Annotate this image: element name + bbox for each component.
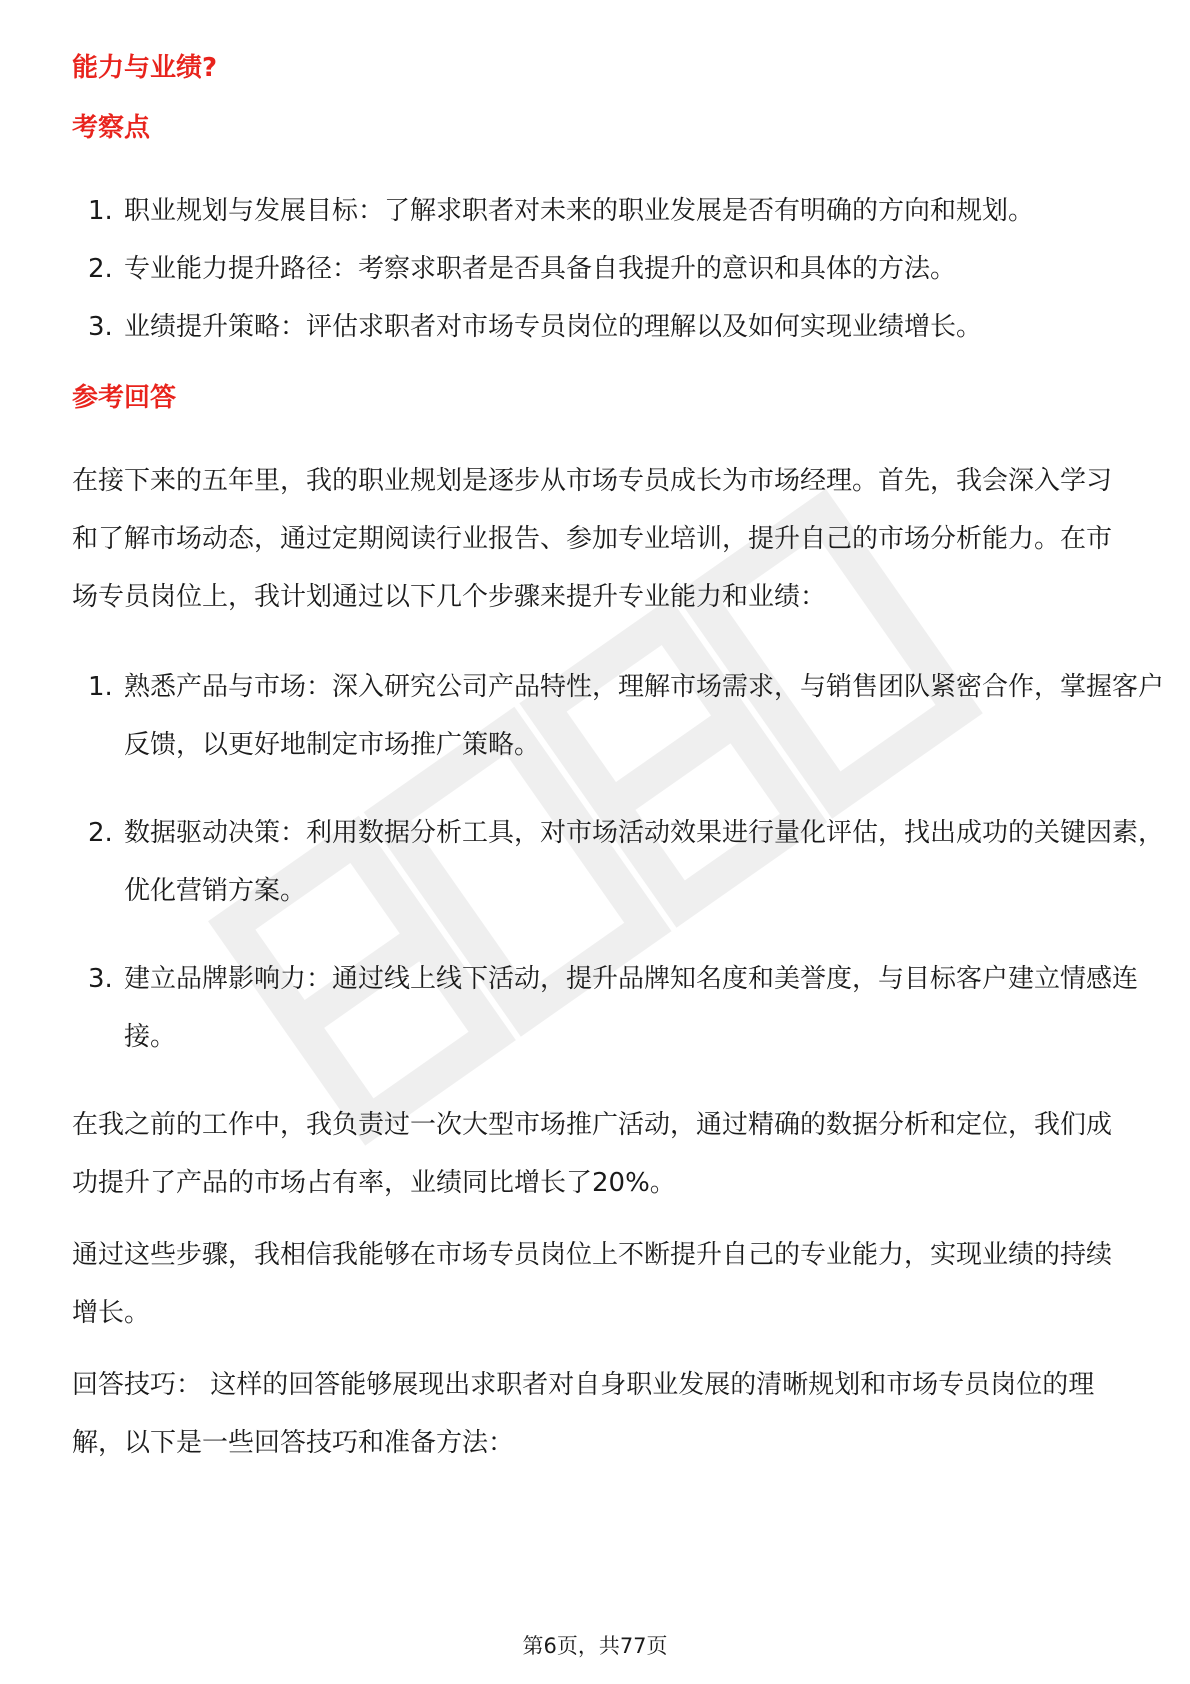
- list-item-number: 2.: [88, 818, 113, 848]
- list-item-number: 1.: [88, 672, 113, 702]
- list-item: [72, 240, 1164, 298]
- list-item-text: 熟悉产品与市场：深入研究公司产品特性，理解市场需求，与销售团队紧密合作，掌握客户反馈，以更好地制定市场推广策略。: [124, 672, 1165, 760]
- list-item: [72, 804, 1164, 920]
- list-item-text: 建立品牌影响力：通过线上线下活动，提升品牌知名度和美誉度，与目标客户建立情感连接。: [124, 964, 1139, 1052]
- list-item-text: 数据驱动决策：利用数据分析工具，对市场活动效果进行量化评估，找出成功的关键因素，优化营销方案。: [124, 818, 1165, 906]
- list-item-text: 业绩提升策略：评估求职者对市场专员岗位的理解以及如何实现业绩增长。: [124, 312, 983, 342]
- section-heading-answer: 参考回答: [72, 383, 177, 413]
- page-title: 能力与业绩?: [72, 53, 218, 83]
- answer-intro: 在接下来的五年里，我的职业规划是逐步从市场专员成长为市场经理。首先，我会深入学习和了解市场动态，通过定期阅读行业报告、参加专业培训，提升自己的市场分析能力。在市场专员岗位上，我计划通过以下几个步骤来提升专业能力和业绩：: [72, 466, 1113, 612]
- points-list: [72, 182, 1122, 356]
- page-number: 第6页，共77页: [522, 1634, 668, 1658]
- list-item-number: 1.: [88, 196, 113, 226]
- list-item-number: 2.: [88, 254, 113, 284]
- section-heading-points: 考察点: [72, 113, 151, 143]
- conclusion-paragraph: 通过这些步骤，我相信我能够在市场专员岗位上不断提升自己的专业能力，实现业绩的持续增长。: [72, 1240, 1113, 1328]
- list-item: [72, 298, 1164, 356]
- list-item-text: 职业规划与发展目标：了解求职者对未来的职业发展是否有明确的方向和规划。: [124, 196, 1035, 226]
- list-item: [72, 658, 1164, 774]
- list-item-text: 专业能力提升路径：考察求职者是否具备自我提升的意识和具体的方法。: [124, 254, 957, 284]
- list-item-number: 3.: [88, 312, 113, 342]
- experience-paragraph: 在我之前的工作中，我负责过一次大型市场推广活动，通过精确的数据分析和定位，我们成功提升了产品的市场占有率，业绩同比增长了20%。: [72, 1110, 1113, 1198]
- list-item: [72, 182, 1164, 240]
- page-content: [72, 48, 1165, 1472]
- tips-paragraph: 回答技巧： 这样的回答能够展现出求职者对自身职业发展的清晰规划和市场专员岗位的理解，以下是一些回答技巧和准备方法：: [72, 1370, 1095, 1458]
- list-item-number: 3.: [88, 964, 113, 994]
- steps-list: [72, 658, 1165, 1066]
- list-item: [72, 950, 1164, 1066]
